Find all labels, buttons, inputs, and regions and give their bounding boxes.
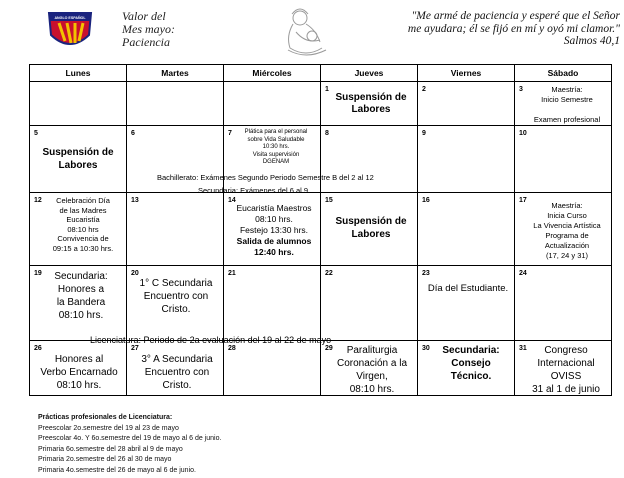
day-cell-6 (127, 126, 224, 193)
day-cell-29 (321, 341, 418, 396)
day-cell-empty (127, 82, 224, 126)
practicas-notes (38, 413, 221, 476)
note-item: Primaria 2o.semestre del 26 al 30 de mayo (38, 456, 172, 463)
day-number: 14 (228, 197, 236, 204)
day-number: 23 (422, 270, 430, 277)
day-number: 20 (131, 270, 139, 277)
school-crest-logo (45, 5, 95, 53)
day-number: 17 (519, 197, 527, 204)
mother-child-illustration (276, 2, 336, 62)
day-number: 28 (228, 345, 236, 352)
day-cell-5 (30, 126, 127, 193)
day-number: 24 (519, 270, 527, 277)
day-cell-2 (418, 82, 515, 126)
weekday-thursday: Jueves (321, 65, 418, 82)
day-number: 15 (325, 197, 333, 204)
day-number: 19 (34, 270, 42, 277)
day-cell-23 (418, 266, 515, 341)
note-item: Preescolar 4o. Y 6o.semestre del 19 de mayo al 6 de junio. (38, 435, 222, 442)
bachillerato-exams-note: Bachillerato: Exámenes Segundo Periodo Semestre B del 2 al 12 (157, 173, 374, 182)
notes-heading: Prácticas profesionales de Licenciatura: (38, 414, 173, 421)
day-cell-19 (30, 266, 127, 341)
event-text: Congreso Internacional OVISS 31 al 1 de junio (532, 345, 600, 395)
month-value-title: Valor del Mes mayo: Paciencia (122, 9, 175, 49)
day-number: 26 (34, 345, 42, 352)
day-number: 22 (325, 270, 333, 277)
week-row-3 (30, 193, 612, 266)
event-text: Honores al Verbo Encarnado 08:10 hrs. (40, 354, 118, 391)
day-number: 8 (325, 130, 329, 137)
event-text: Maestría: Inicia Curso La Vivencia Artística Programa de Actualización (17, 24 y 31) (533, 201, 601, 260)
event-text: Celebración Día de las Madres Eucaristía 08:10 hrs Convivencia de 09:15 a 10:30 hrs. (52, 196, 114, 253)
day-number: 31 (519, 345, 527, 352)
svg-text:ANGLO ESPAÑOL: ANGLO ESPAÑOL (54, 16, 86, 20)
day-cell-8 (321, 126, 418, 193)
bible-quote: "Me armé de paciencia y esperé que el Señor me ayudara; él se fijó en mí y oyó mi clamor." Salmos 40,1 (407, 10, 620, 47)
day-number: 1 (325, 86, 329, 93)
event-text: Maestría: Inicio Semestre Examen profesional (533, 85, 601, 124)
event-text: Paraliturgia Coronación a la Virgen, 08:10 hrs. (336, 345, 408, 395)
day-cell-21 (224, 266, 321, 341)
week-row-1 (30, 82, 612, 126)
day-cell-9 (418, 126, 515, 193)
event-text: Secundaria: Consejo Técnico. (442, 345, 500, 382)
day-cell-24 (515, 266, 612, 341)
week-row-2 (30, 126, 612, 193)
weekday-friday: Viernes (418, 65, 515, 82)
day-number: 27 (131, 345, 139, 352)
note-item: Preescolar 2o.semestre del 19 al 23 de mayo (38, 424, 179, 432)
day-cell-14 (224, 193, 321, 266)
day-number: 5 (34, 130, 38, 137)
day-cell-22 (321, 266, 418, 341)
day-cell-7 (224, 126, 321, 193)
day-cell-28 (224, 341, 321, 396)
day-number: 2 (422, 86, 426, 93)
day-number: 16 (422, 197, 430, 204)
day-number: 12 (34, 197, 42, 204)
day-cell-20 (127, 266, 224, 341)
day-cell-30 (418, 341, 515, 396)
day-cell-12 (30, 193, 127, 266)
day-cell-empty (224, 82, 321, 126)
week-row-5 (30, 341, 612, 396)
day-cell-17 (515, 193, 612, 266)
event-text: 1° C Secundaria Encuentro con Cristo. (139, 278, 213, 315)
day-number: 6 (131, 130, 135, 137)
day-number: 10 (519, 130, 527, 137)
event-text: 3° A Secundaria Encuentro con Cristo. (141, 354, 213, 391)
day-cell-31 (515, 341, 612, 396)
day-number: 7 (228, 130, 232, 137)
day-number: 21 (228, 270, 236, 277)
day-cell-3 (515, 82, 612, 126)
weekday-wednesday: Miércoles (224, 65, 321, 82)
event-text: Secundaria: Honores a la Bandera 08:10 hrs. (54, 271, 108, 321)
event-text: Suspensión de Labores (335, 92, 407, 115)
day-number: 29 (325, 345, 333, 352)
event-text: Suspensión de Labores (42, 147, 114, 171)
weekday-tuesday: Martes (127, 65, 224, 82)
day-cell-10 (515, 126, 612, 193)
event-text: Eucaristía Maestros 08:10 hrs. Festejo 13:30 hrs. Salida de alumnos 12:40 hrs. (236, 203, 312, 257)
secundaria-exams-note: Secundaria: Exámenes del 6 al 9 (198, 186, 309, 195)
week-row-4 (30, 266, 612, 341)
note-item: Primaria 6o.semestre del 28 abril al 9 de mayo (38, 445, 183, 453)
day-cell-15 (321, 193, 418, 266)
day-number: 9 (422, 130, 426, 137)
event-text: Día del Estudiante. (427, 283, 509, 294)
may-calendar (29, 64, 612, 396)
event-text: Suspensión de Labores (335, 216, 407, 240)
day-cell-1 (321, 82, 418, 126)
day-number: 13 (131, 197, 139, 204)
day-cell-27 (127, 341, 224, 396)
day-number: 3 (519, 86, 523, 93)
day-cell-empty (30, 82, 127, 126)
event-text: Plática para el personal sobre Vida Saludable 10:30 hrs. Visita supervisión DGENAM (244, 129, 308, 165)
day-cell-26 (30, 341, 127, 396)
day-cell-13 (127, 193, 224, 266)
weekday-monday: Lunes (30, 65, 127, 82)
weekday-header-row (30, 65, 612, 82)
licenciatura-evaluation-note: Licenciatura: Periodo de 2a evaluación del 19 al 22 de mayo (90, 335, 332, 345)
day-number: 30 (422, 345, 430, 352)
day-cell-16 (418, 193, 515, 266)
weekday-saturday: Sábado (515, 65, 612, 82)
note-item: Primaria 4o.semestre del 26 de mayo al 6 de junio. (38, 466, 196, 474)
